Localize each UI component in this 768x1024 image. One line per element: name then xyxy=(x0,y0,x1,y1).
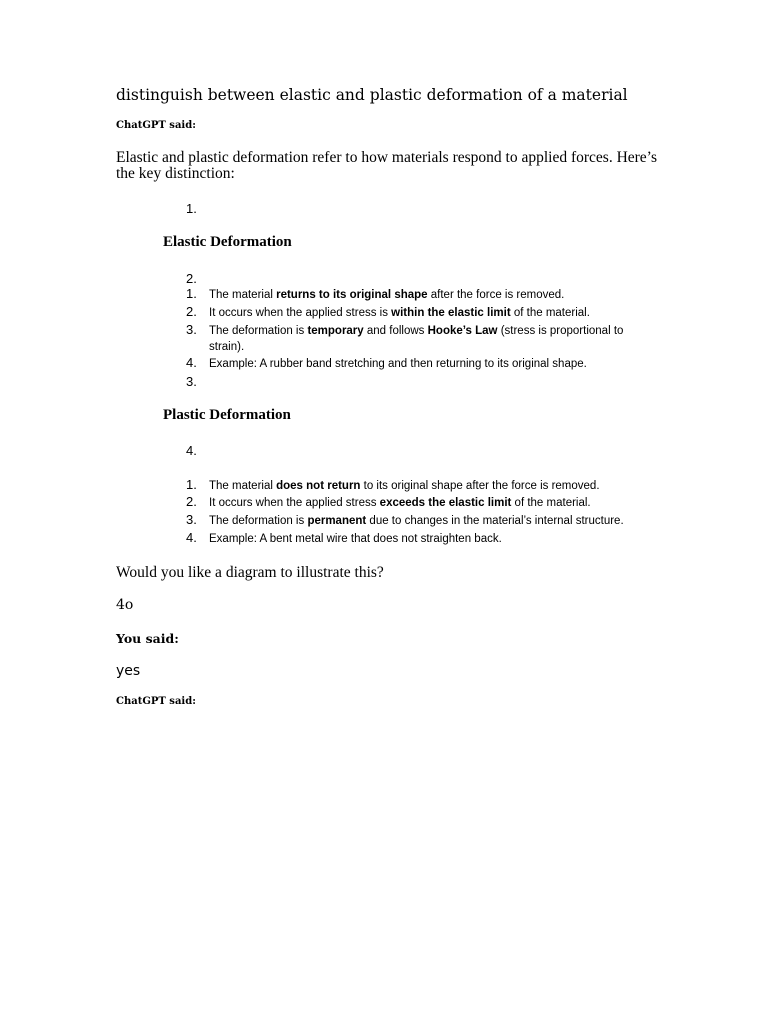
elastic-deformation-heading: Elastic Deformation xyxy=(163,234,292,250)
list-number: 1. xyxy=(186,477,197,492)
plastic-deformation-heading: Plastic Deformation xyxy=(163,407,291,423)
list-number: 1. xyxy=(186,286,197,301)
list-item-text: Example: A bent metal wire that does not straighten back. xyxy=(209,533,502,545)
model-label: 4o xyxy=(116,597,134,613)
list-number: 4. xyxy=(186,530,197,545)
you-said-label: You said: xyxy=(116,631,179,646)
list-number: 4. xyxy=(186,355,197,370)
list-item xyxy=(186,478,656,494)
user-reply: yes xyxy=(116,663,141,679)
list-number: 2. xyxy=(186,304,197,319)
chatgpt-said-label: ChatGPT said: xyxy=(116,120,196,131)
list-item xyxy=(186,356,656,372)
list-item xyxy=(186,287,656,303)
intro-paragraph: Elastic and plastic deformation refer to how materials respond to applied forces. Here’s the key distinction: xyxy=(116,149,658,182)
list-number: 3. xyxy=(186,322,197,337)
outer-list-number: 1. xyxy=(186,201,197,216)
list-item-text: The deformation is permanent due to changes in the material’s internal structure. xyxy=(209,515,624,527)
follow-up-question: Would you like a diagram to illustrate this? xyxy=(116,564,384,581)
list-item-text: The deformation is temporary and follows Hooke’s Law (stress is proportional to strain). xyxy=(209,325,624,353)
list-item xyxy=(186,305,656,321)
user-question: distinguish between elastic and plastic deformation of a material xyxy=(116,86,628,104)
outer-list-number: 2. xyxy=(186,271,197,286)
list-item xyxy=(186,495,656,511)
list-item-text: The material does not return to its original shape after the force is removed. xyxy=(209,480,600,492)
outer-list-number: 3. xyxy=(186,374,197,389)
list-item-text: It occurs when the applied stress is within the elastic limit of the material. xyxy=(209,307,590,319)
outer-list-number: 4. xyxy=(186,443,197,458)
list-item-text: The material returns to its original shape after the force is removed. xyxy=(209,289,565,301)
chatgpt-said-label: ChatGPT said: xyxy=(116,696,196,707)
list-item-text: It occurs when the applied stress exceeds the elastic limit of the material. xyxy=(209,497,591,509)
list-item xyxy=(186,323,631,355)
list-number: 2. xyxy=(186,494,197,509)
list-item xyxy=(186,513,656,529)
list-item xyxy=(186,531,656,547)
list-number: 3. xyxy=(186,512,197,527)
list-item-text: Example: A rubber band stretching and then returning to its original shape. xyxy=(209,358,587,370)
